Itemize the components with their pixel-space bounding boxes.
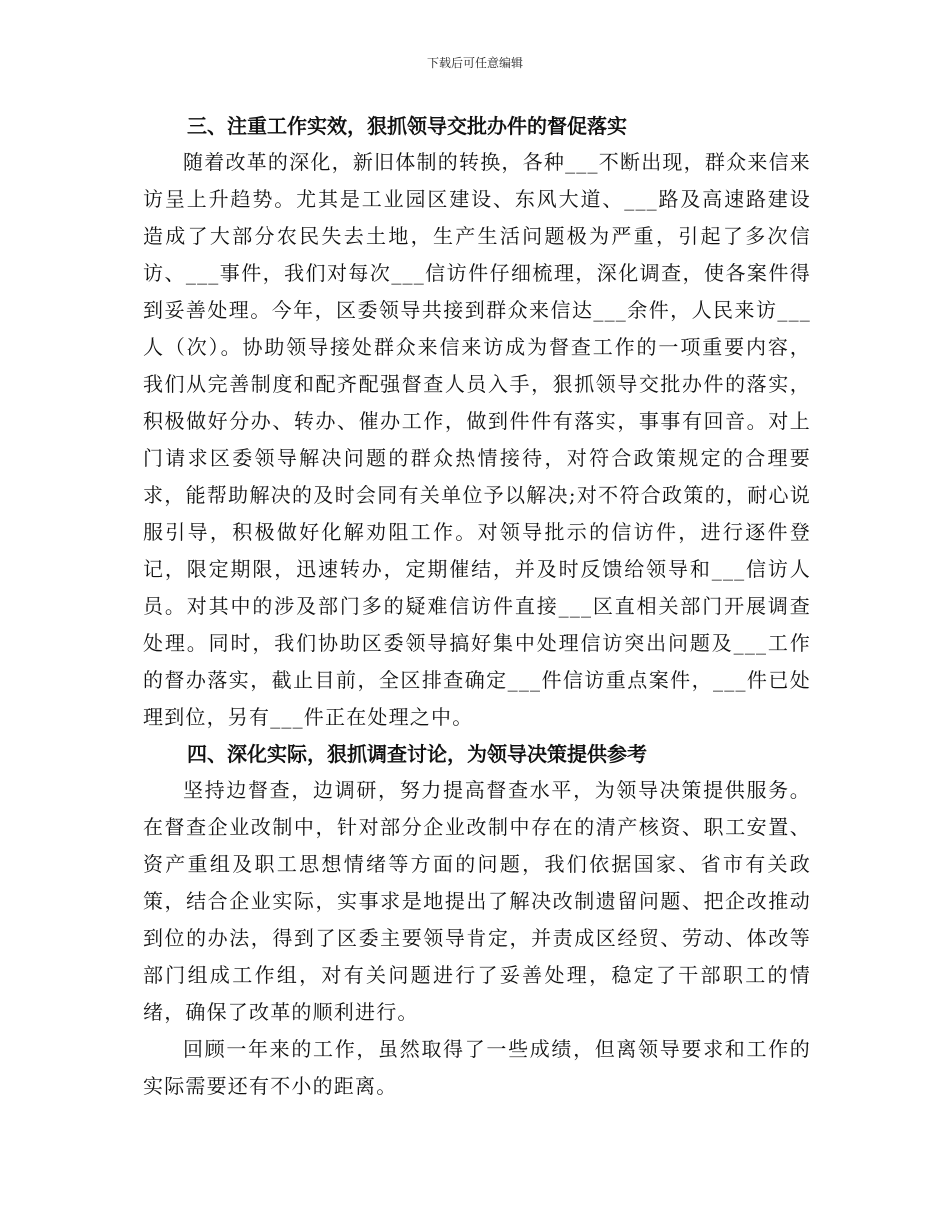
section-3-heading: 三、注重工作实效，狠抓领导交批办件的督促落实 [187,114,627,138]
section-4-paragraph-2: 回顾一年来的工作，虽然取得了一些成绩，但离领导要求和工作的实际需要还有不小的距离。 [143,1037,811,1098]
section-4-paragraph-1: 坚持边督查，边调研，努力提高督查水平，为领导决策提供服务。在督查企业改制中，针对部分企业改制中存在的清产核资、职工安置、资产重组及职工思想情绪等方面的问题，我们依据国家、省市有关政策，结合企业实际，实事求是地提出了解决改制遗留问题、把企改推动到位的办法，得到了区委主要领导肯定，并责成区经贸、劳动、体改等部门组成工作组，对有关问题进行了妥善处理，稳定了干部职工的情绪，确保了改革的顺利进行。 [143,778,811,1024]
header-note: 下载后可任意编辑 [426,56,523,70]
document-body [143,108,811,1105]
section-4-heading: 四、深化实际，狠抓调查讨论，为领导决策提供参考 [187,742,647,766]
section-3-paragraph-1: 随着改革的深化，新旧体制的转换，各种___不断出现，群众来信来访呈上升趋势。尤其是工业园区建设、东风大道、___路及高速路建设造成了大部分农民失去土地，生产生活问题极为严重，引起了多次信访、___事件，我们对每次___信访件仔细梳理，深化调查，使各案件得到妥善处理。今年，区委领导共接到群众来信达___余件，人民来访___人（次）。协助领导接处群众来信来访成为督查工作的一项重要内容，我们从完善制度和配齐配强督查人员入手，狠抓领导交批办件的落实，积极做好分办、转办、催办工作，做到件件有落实，事事有回音。对上门请求区委领导解决问题的群众热情接待，对符合政策规定的合理要求，能帮助解决的及时会同有关单位予以解决;对不符合政策的，耐心说服引导，积极做好化解劝阻工作。对领导批示的信访件，进行逐件登记，限定期限，迅速转办，定期催结，并及时反馈给领导和___信访人员。对其中的涉及部门多的疑难信访件直接___区直相关部门开展调查处理。同时，我们协助区委领导搞好集中处理信访突出问题及___工作的督办落实，截止目前，全区排查确定___件信访重点案件，___件已处理到位，另有___件正在处理之中。 [143,150,811,729]
